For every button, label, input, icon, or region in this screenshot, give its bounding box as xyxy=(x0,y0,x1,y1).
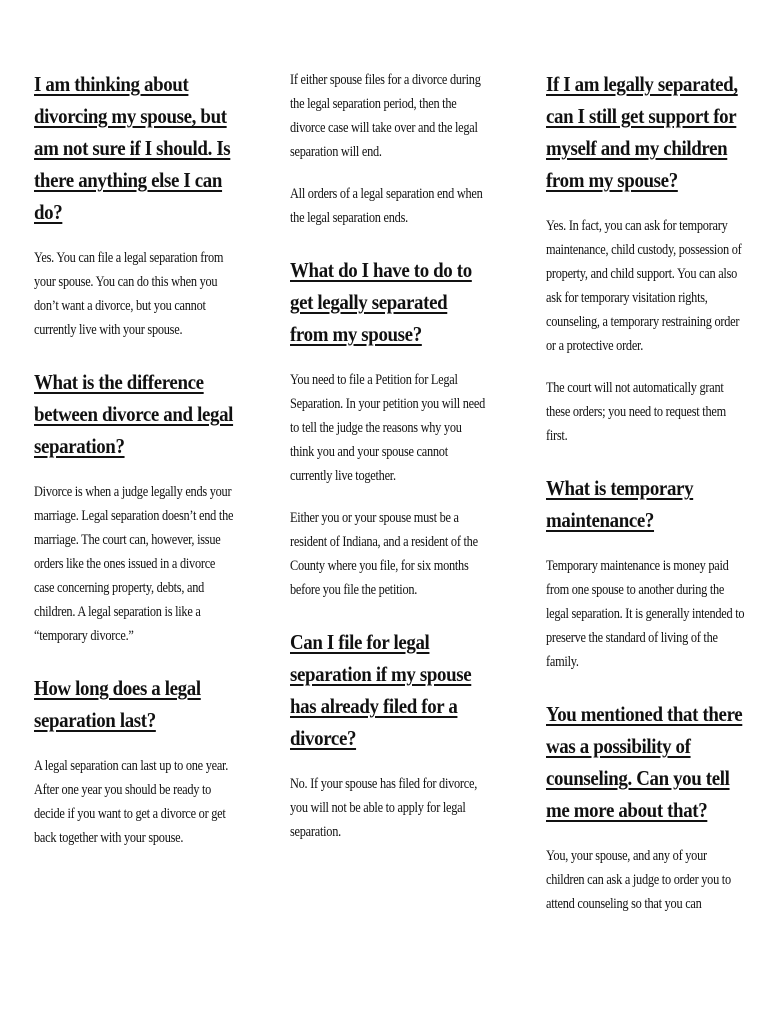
question-heading: What is temporary maintenance? xyxy=(546,476,694,532)
column-middle xyxy=(290,68,486,844)
answer-paragraph: Yes. In fact, you can ask for temporary maintenance, child custody, possession of property, and child support. You can also ask for temporary visitation rights, counseling, a temporary restraining order or a protective order. xyxy=(546,218,742,354)
answer-paragraph: Either you or your spouse must be a resident of Indiana, and a resident of the County where you file, for six months before you file the petition. xyxy=(290,510,478,598)
question-heading: Can I file for legal separation if my spouse has already filed for a divorce? xyxy=(290,630,472,750)
question-heading: What is the difference between divorce and legal separation? xyxy=(34,370,234,458)
answer-paragraph: You need to file a Petition for Legal Separation. In your petition you will need to tell the judge the reasons why you think you and your spouse cannot currently live together. xyxy=(290,372,486,484)
question-heading: If I am legally separated, can I still get support for myself and my children from my spouse? xyxy=(546,72,738,192)
question-heading: I am thinking about divorcing my spouse, but am not sure if I should. Is there anything else I can do? xyxy=(34,72,231,224)
answer-paragraph: No. If your spouse has filed for divorce, you will not be able to apply for legal separation. xyxy=(290,776,478,840)
column-right xyxy=(546,68,746,916)
answer-paragraph: A legal separation can last up to one year. After one year you should be ready to decide if you want to get a divorce or get back together with your spouse. xyxy=(34,758,229,846)
answer-paragraph: The court will not automatically grant these orders; you need to request them first. xyxy=(546,380,726,444)
answer-paragraph: Temporary maintenance is money paid from one spouse to another during the legal separation. It is generally intended to preserve the standard of living of the family. xyxy=(546,558,745,670)
answer-paragraph: Divorce is when a judge legally ends your marriage. Legal separation doesn’t end the marriage. The court can, however, issue orders like the ones issued in a divorce case concerning property, debts, and children. A legal separation is like a “temporary divorce.” xyxy=(34,484,234,644)
answer-paragraph: If either spouse files for a divorce during the legal separation period, then the divorce case will take over and the legal separation will end. xyxy=(290,72,481,160)
question-heading: How long does a legal separation last? xyxy=(34,676,201,732)
answer-paragraph: All orders of a legal separation end when the legal separation ends. xyxy=(290,186,483,226)
question-heading: You mentioned that there was a possibility of counseling. Can you tell me more about that? xyxy=(546,702,743,822)
answer-paragraph: Yes. You can file a legal separation from your spouse. You can do this when you don’t want a divorce, but you cannot currently live with your spouse. xyxy=(34,250,224,338)
answer-paragraph: You, your spouse, and any of your children can ask a judge to order you to attend counseling so that you can xyxy=(546,848,731,912)
question-heading: What do I have to do to get legally separated from my spouse? xyxy=(290,258,472,346)
column-left xyxy=(34,68,234,850)
